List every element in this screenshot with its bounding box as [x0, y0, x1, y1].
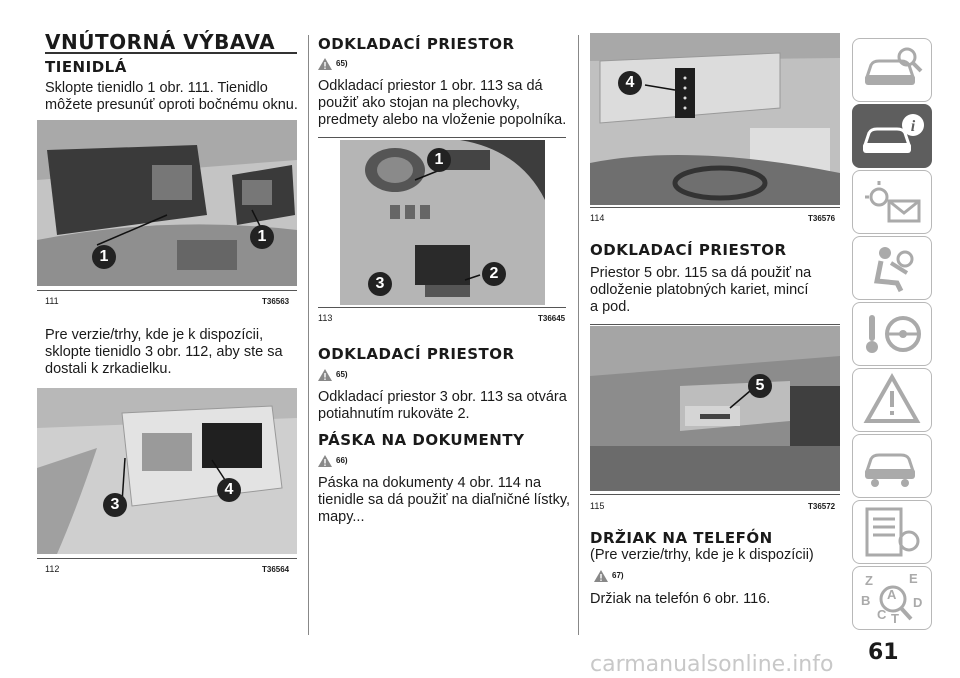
watermark: carmanualsonline.info	[590, 652, 834, 677]
warning-number: 65)	[336, 370, 348, 380]
text-line: môžete presunúť oproti bočnému oknu.	[45, 97, 298, 113]
figure-code: T36564	[262, 565, 290, 574]
section-title-odkladaci-1: ODKLADACÍ PRIESTOR	[318, 35, 515, 53]
section-title-paska: PÁSKA NA DOKUMENTY	[318, 431, 525, 449]
section-title-tienidla: TIENIDLÁ	[45, 58, 127, 76]
card-slot-illustration	[590, 326, 840, 491]
text-line: a pod.	[590, 299, 631, 315]
text-line: predmety alebo na vloženie popolníka.	[318, 112, 567, 128]
paragraph-odkladaci-3	[590, 265, 840, 316]
callout-4: 4	[217, 478, 241, 502]
callout-2: 2	[482, 262, 506, 286]
text-line: Sklopte tienidlo 1 obr. 111. Tienidlo	[45, 80, 268, 96]
paragraph-odkladaci-2	[318, 389, 578, 423]
sun-visor-illustration	[37, 120, 297, 286]
figure-114-document-strap	[590, 33, 840, 205]
text-line: potiahnutím rukoväte 2.	[318, 406, 470, 422]
subtitle-drziak: (Pre verzie/trhy, kde je k dispozícii)	[590, 547, 814, 563]
callout-1: 1	[92, 245, 116, 269]
figure-code: T36576	[808, 214, 836, 223]
tab-steering-key[interactable]	[852, 302, 932, 366]
figure-number: 113	[318, 313, 333, 323]
dashboard-lights-icon	[853, 171, 931, 233]
figure-code: T36645	[538, 314, 566, 323]
index-letter: Z	[865, 573, 873, 588]
page-number: 61	[868, 640, 899, 665]
tab-index[interactable]	[852, 566, 932, 630]
text-line: Páska na dokumenty 4 obr. 114 na	[318, 475, 542, 491]
figure-111-sun-visors	[37, 120, 297, 286]
warning-number: 65)	[336, 59, 348, 69]
figure-number: 112	[45, 564, 60, 574]
warning-icon	[318, 58, 332, 70]
text-line: odloženie platobných kariet, mincí	[590, 282, 809, 298]
text-line: Odkladací priestor 1 obr. 113 sa dá	[318, 78, 543, 94]
paragraph-odkladaci-1	[318, 78, 578, 129]
warning-ref	[318, 369, 348, 381]
paragraph-paska	[318, 475, 578, 526]
visor-mirror-illustration	[37, 388, 297, 554]
airbag-seat-icon	[853, 237, 931, 299]
index-letter: B	[861, 593, 871, 608]
text-line: dostali k zrkadielku.	[45, 361, 172, 377]
warning-ref	[318, 58, 348, 70]
index-letter: C	[877, 607, 887, 622]
tab-dashboard-lights[interactable]	[852, 170, 932, 234]
svg-text:i: i	[910, 118, 916, 135]
tab-car-service[interactable]	[852, 434, 932, 498]
chapter-title: VNÚTORNÁ VÝBAVA	[45, 30, 276, 54]
figure-top-rule	[318, 137, 566, 138]
text-line: Odkladací priestor 3 obr. 113 sa otvára	[318, 389, 567, 405]
callout-3: 3	[368, 272, 392, 296]
car-service-icon	[853, 435, 931, 497]
tab-car-info[interactable]	[852, 104, 932, 168]
warning-ref	[594, 570, 624, 582]
figure-top-rule	[590, 324, 840, 325]
caption-rule	[37, 290, 297, 291]
index-letter: A	[887, 587, 897, 602]
caption-rule	[37, 558, 297, 559]
tab-warning-triangle[interactable]	[852, 368, 932, 432]
car-info-icon	[853, 105, 931, 167]
tab-airbag-seat[interactable]	[852, 236, 932, 300]
figure-number: 114	[590, 213, 605, 223]
text-line: sklopte tienidlo 3 obr. 112, aby ste sa	[45, 344, 283, 360]
warning-icon	[594, 570, 608, 582]
text-line: mapy...	[318, 509, 365, 525]
callout-5: 5	[748, 374, 772, 398]
caption-rule	[590, 207, 840, 208]
title-rule	[45, 52, 297, 54]
callout-4: 4	[618, 71, 642, 95]
steering-key-icon	[853, 303, 931, 365]
text-line: použiť ako stojan na plechovky,	[318, 95, 520, 111]
section-title-odkladaci-3: ODKLADACÍ PRIESTOR	[590, 241, 787, 259]
column-divider	[578, 35, 579, 635]
index-letter: D	[913, 595, 923, 610]
text-line: Priestor 5 obr. 115 sa dá použiť na	[590, 265, 812, 281]
index-letter: T	[891, 611, 899, 626]
warning-icon	[318, 369, 332, 381]
paragraph-drziak: Držiak na telefón 6 obr. 116.	[590, 591, 771, 607]
warning-number: 66)	[336, 456, 348, 466]
callout-1: 1	[427, 148, 451, 172]
figure-112-visor-mirror	[37, 388, 297, 554]
figure-number: 115	[590, 501, 605, 511]
car-search-icon	[853, 39, 931, 101]
text-line: Pre verzie/trhy, kde je k dispozícii,	[45, 327, 264, 343]
caption-rule	[318, 307, 566, 308]
figure-115-card-slot	[590, 326, 840, 491]
figure-number: 111	[45, 296, 59, 306]
paragraph-mirror	[45, 327, 305, 378]
warning-ref	[318, 455, 348, 467]
warning-icon	[318, 455, 332, 467]
caption-rule	[590, 494, 840, 495]
figure-113-storage	[340, 140, 545, 305]
callout-3: 3	[103, 493, 127, 517]
warning-number: 67)	[612, 571, 624, 581]
tab-car-search[interactable]	[852, 38, 932, 102]
figure-code: T36563	[262, 297, 290, 306]
technical-data-icon	[853, 501, 931, 563]
section-title-odkladaci-2: ODKLADACÍ PRIESTOR	[318, 345, 515, 363]
column-divider	[308, 35, 309, 635]
section-title-drziak: DRŽIAK NA TELEFÓN	[590, 529, 773, 547]
warning-triangle-icon	[853, 369, 931, 431]
document-strap-illustration	[590, 33, 840, 205]
text-line: tienidle sa dá použiť na diaľničné lístky,	[318, 492, 571, 508]
paragraph-tienidla	[45, 80, 305, 114]
tab-technical-data[interactable]	[852, 500, 932, 564]
index-letter: E	[909, 571, 918, 586]
callout-1b: 1	[250, 225, 274, 249]
figure-code: T36572	[808, 502, 836, 511]
